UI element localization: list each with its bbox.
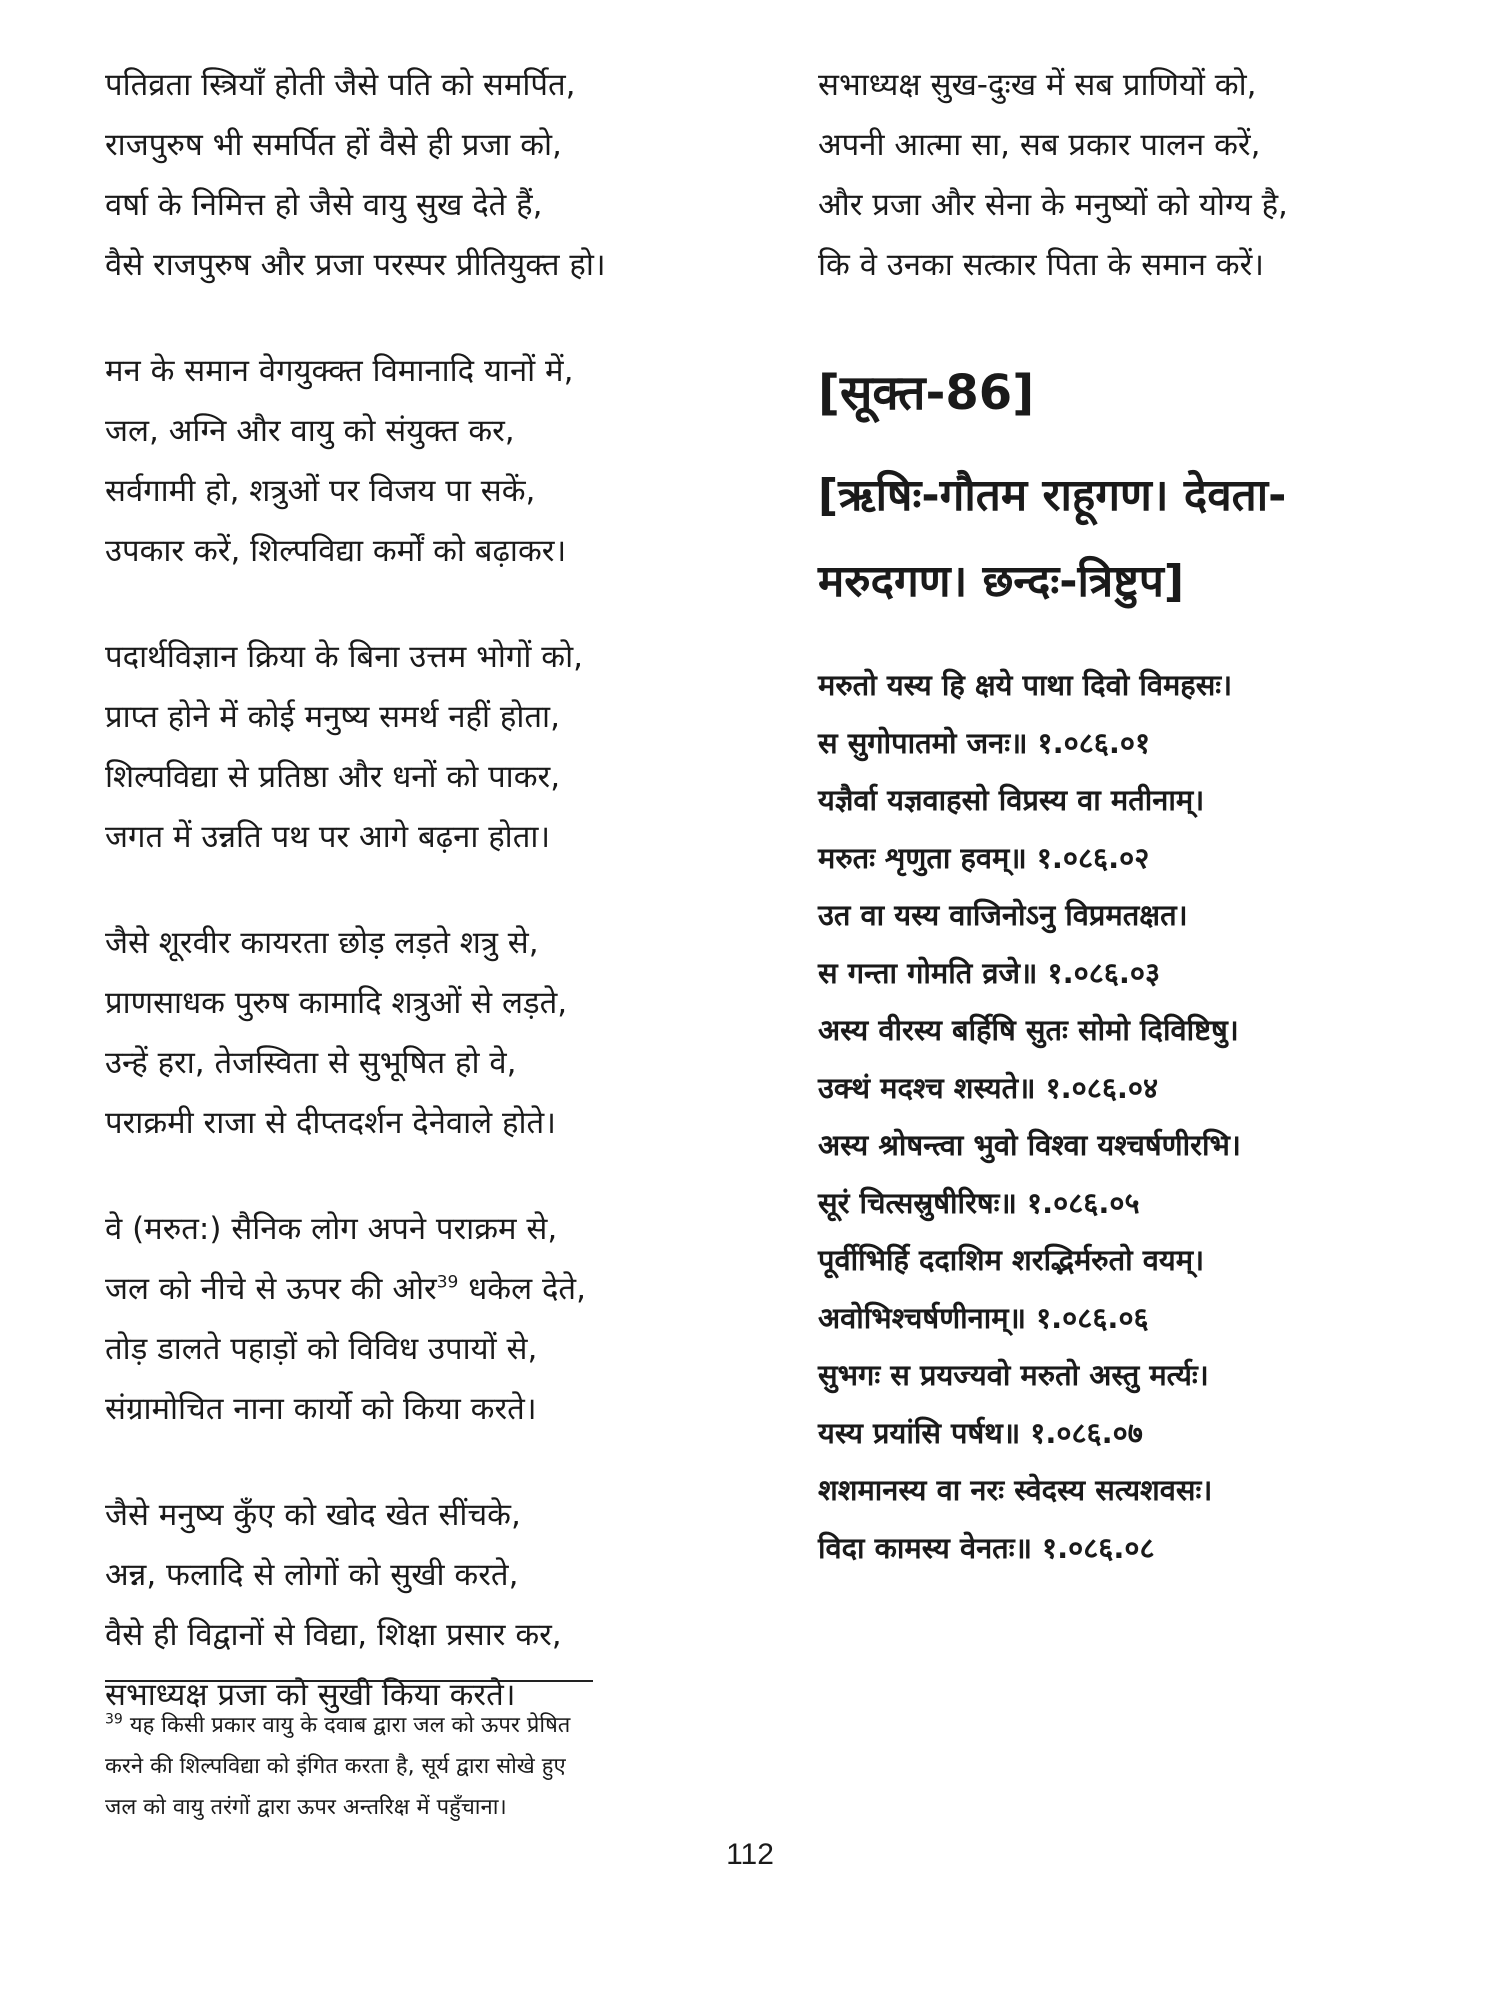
verse-stanza-2	[105, 341, 795, 581]
verse-line: वैसे राजपुरुष और प्रजा परस्पर प्रीतियुक्त हो।	[105, 247, 606, 283]
verse-line: शिल्पविद्या से प्रतिष्ठा और धनों को पाकर,	[105, 759, 561, 795]
mantra-line: अस्य श्रोषन्त्वा भुवो विश्वा यश्चर्षणीरभि।	[818, 1128, 1241, 1162]
mantra-line: उत वा यस्य वाजिनोऽनु विप्रमतक्षत।	[818, 898, 1188, 932]
verse-line: पतिव्रता स्त्रियाँ होती जैसे पति को समर्पित,	[105, 67, 576, 103]
verse-line: मन के समान वेगयुक्क्त विमानादि यानों में,	[105, 353, 574, 389]
verse-stanza-1	[105, 55, 795, 295]
verse-line: अपनी आत्मा सा, सब प्रकार पालन करें,	[818, 127, 1261, 163]
footnote-number: 39	[105, 1711, 123, 1728]
verse-line: उन्हें हरा, तेजस्विता से सुभूषित हो वे,	[105, 1045, 517, 1081]
verse-line: प्राणसाधक पुरुष कामादि शत्रुओं से लड़ते,	[105, 985, 568, 1021]
verse-line: और प्रजा और सेना के मनुष्यों को योग्य है,	[818, 187, 1288, 223]
footnote-divider	[105, 1680, 593, 1682]
footnote-line: करने की शिल्पविद्या को इंगित करता है, सूर्य द्वारा सोखे हुए	[105, 1754, 566, 1779]
verse-line: जगत में उन्नति पथ पर आगे बढ़ना होता।	[105, 819, 551, 855]
verse-line: पराक्रमी राजा से दीप्तदर्शन देनेवाले होते।	[105, 1105, 556, 1141]
verse-line: जैसे शूरवीर कायरता छोड़ लड़ते शत्रु से,	[105, 925, 539, 961]
verse-line: राजपुरुष भी समर्पित हों वैसे ही प्रजा को,	[105, 127, 562, 163]
verse-line: तोड़ डालते पहाड़ों को विविध उपायों से,	[105, 1331, 538, 1367]
footnote-line	[105, 1705, 785, 1746]
right-column	[818, 55, 1458, 1577]
mantra-line: उक्थं मदश्च शस्यते॥ १.०८६.०४	[818, 1070, 1159, 1105]
sukta-heading: [सूक्त-86]	[818, 365, 1035, 421]
verse-line-with-footnote	[105, 1259, 795, 1319]
mantra-line: स गन्ता गोमति व्रजे॥ १.०८६.०३	[818, 955, 1161, 990]
verse-line: जल, अग्नि और वायु को संयुक्त कर,	[105, 413, 515, 449]
verse-line-tail: धकेल देते,	[458, 1271, 586, 1307]
mantra-line: विदा कामस्य वेनतः॥ १.०८६.०८	[818, 1530, 1155, 1565]
mantra-line: स सुगोपातमो जनः॥ १.०८६.०१	[818, 725, 1151, 760]
verse-line: सभाध्यक्ष सुख-दुःख में सब प्राणियों को,	[818, 67, 1257, 103]
mantra-line: सूरं चित्सस्रुषीरिषः॥ १.०८६.०५	[818, 1185, 1140, 1220]
mantra-line: यज्ञैर्वा यज्ञवाहसो विप्रस्य वा मतीनाम्।	[818, 783, 1205, 817]
sukta-metadata	[818, 453, 1458, 625]
verse-stanza-5	[105, 1199, 795, 1439]
footnote-line: जल को वायु तरंगों द्वारा ऊपर अन्तरिक्ष में पहुँचाना।	[105, 1795, 507, 1820]
footnote	[105, 1705, 785, 1828]
footnote-text: यह किसी प्रकार वायु के दवाब द्वारा जल को ऊपर प्रेषित	[122, 1713, 571, 1738]
verse-line: कि वे उनका सत्कार पिता के समान करें।	[818, 247, 1265, 283]
verse-line-text: जल को नीचे से ऊपर की ओर	[105, 1271, 437, 1307]
verse-line: वर्षा के निमित्त हो जैसे वायु सुख देते हैं,	[105, 187, 543, 223]
verse-line: उपकार करें, शिल्पविद्या कर्मों को बढ़ाकर।	[105, 533, 567, 569]
metadata-line: [ऋषिः-गौतम राहूगण। देवता-	[818, 470, 1287, 521]
verse-stanza-6	[105, 1485, 795, 1725]
mantra-line: यस्य प्रयांसि पर्षथ॥ १.०८६.०७	[818, 1415, 1143, 1450]
mantra-line: सुभगः स प्रयज्यवो मरुतो अस्तु मर्त्यः।	[818, 1358, 1209, 1392]
verse-stanza-intro	[818, 55, 1458, 295]
verse-stanza-3	[105, 627, 795, 867]
mantra-line: शशमानस्य वा नरः स्वेदस्य सत्यशवसः।	[818, 1473, 1213, 1507]
left-column	[105, 55, 795, 1771]
verse-line: संग्रामोचित नाना कार्यो को किया करते।	[105, 1391, 537, 1427]
mantra-line: मरुतः शृणुता हवम्॥ १.०८६.०२	[818, 840, 1150, 875]
verse-line: प्राप्त होने में कोई मनुष्य समर्थ नहीं होता,	[105, 699, 560, 735]
verse-line: अन्न, फलादि से लोगों को सुखी करते,	[105, 1557, 519, 1593]
mantra-line: पूर्वीभिर्हि ददाशिम शरद्भिर्मरुतो वयम्।	[818, 1243, 1205, 1277]
verse-line: पदार्थविज्ञान क्रिया के बिना उत्तम भोगों को,	[105, 639, 583, 675]
mantra-line: अस्य वीरस्य बर्हिषि सुतः सोमो दिविष्टिषु।	[818, 1013, 1239, 1047]
metadata-line: मरुदगण। छन्दः-त्रिष्टुप]	[818, 556, 1185, 607]
verse-line: सर्वगामी हो, शत्रुओं पर विजय पा सकें,	[105, 473, 536, 509]
verse-line: जैसे मनुष्य कुँए को खोद खेत सींचके,	[105, 1497, 521, 1533]
mantra-list	[818, 657, 1458, 1577]
mantra-line: मरुतो यस्य हि क्षये पाथा दिवो विमहसः।	[818, 668, 1233, 702]
footnote-reference[interactable]: 39	[436, 1272, 459, 1293]
verse-line: सभाध्यक्ष प्रजा को सुखी किया करते।	[105, 1677, 516, 1713]
mantra-line: अवोभिश्चर्षणीनाम्॥ १.०८६.०६	[818, 1300, 1149, 1335]
verse-line: वे (मरुत:) सैनिक लोग अपने पराक्रम से,	[105, 1211, 558, 1247]
verse-stanza-4	[105, 913, 795, 1153]
verse-line: वैसे ही विद्वानों से विद्या, शिक्षा प्रसार कर,	[105, 1617, 562, 1653]
page-number: 112	[726, 1838, 774, 1871]
